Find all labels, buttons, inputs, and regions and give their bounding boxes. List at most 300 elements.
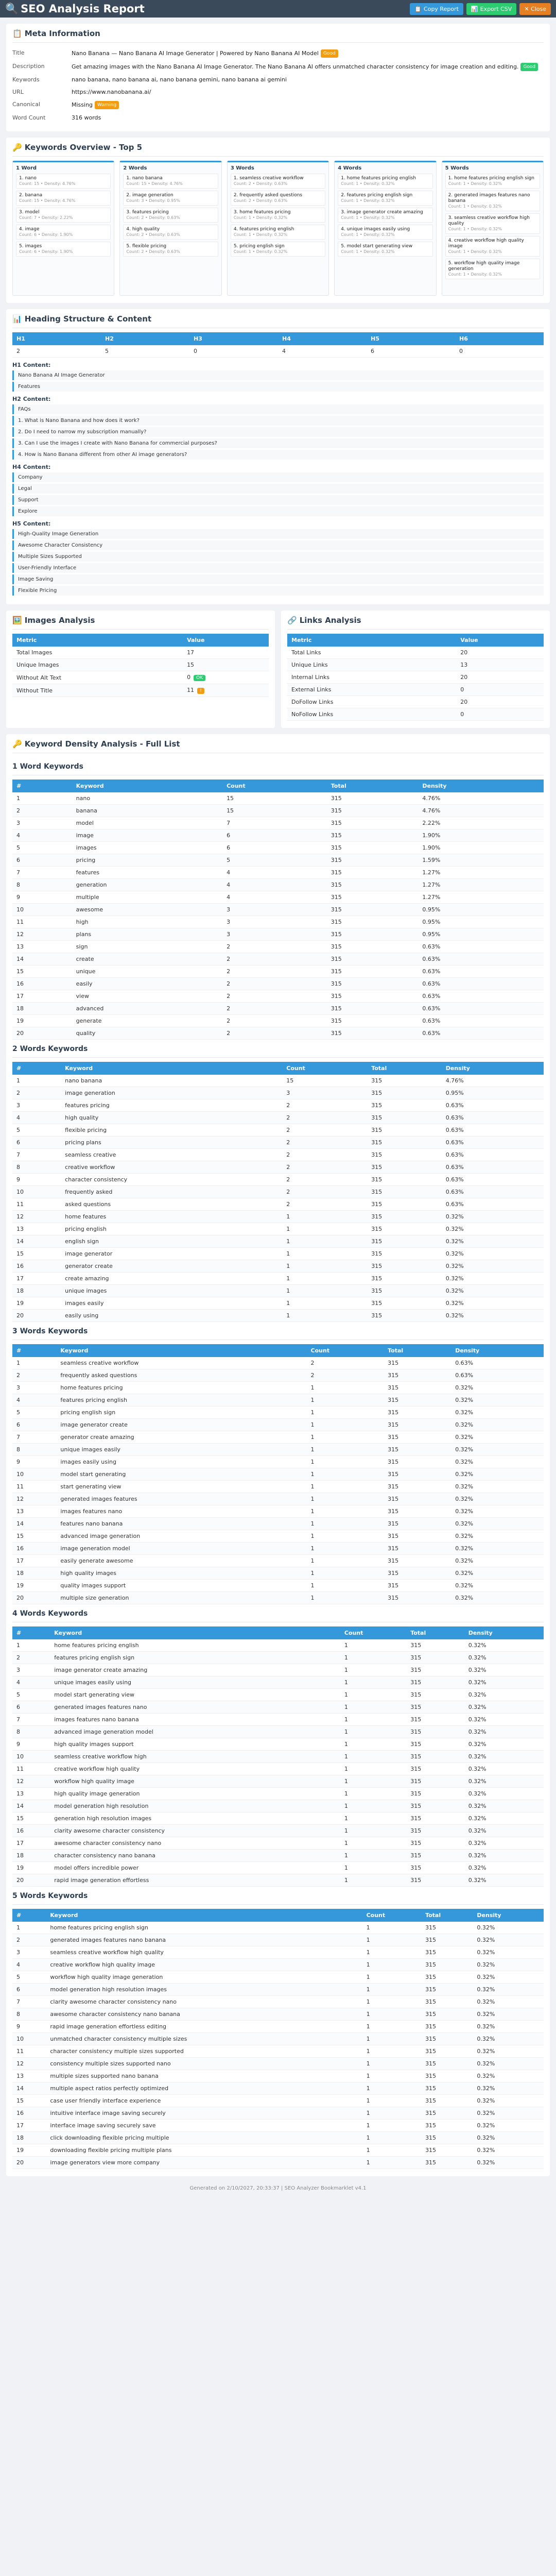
heading-count-table <box>12 332 544 358</box>
keyword-column-heading: 2 Words <box>123 165 147 171</box>
table-cell: 315 <box>327 842 419 854</box>
table-cell: 1 <box>282 1260 367 1273</box>
table-row <box>12 904 544 916</box>
table-cell: 1 <box>307 1518 384 1530</box>
table-row <box>12 1444 544 1456</box>
table-cell: generate <box>72 1015 222 1027</box>
table-cell: view <box>72 990 222 1003</box>
table-row <box>12 2058 544 2070</box>
table-cell: 1 <box>362 2132 421 2144</box>
table-cell: nano <box>72 792 222 805</box>
density-header: Count <box>282 1062 367 1075</box>
table-cell: 315 <box>406 1738 464 1751</box>
table-cell: 0.32% <box>473 1934 544 1946</box>
table-cell: 315 <box>367 1161 442 1174</box>
table-cell: 0.32% <box>464 1837 544 1850</box>
table-cell: 9 <box>12 2021 46 2033</box>
table-cell: 2 <box>282 1186 367 1198</box>
table-cell: 1 <box>340 1775 406 1788</box>
table-cell: 315 <box>384 1444 451 1456</box>
density-table-title: 2 Words Keywords <box>12 1040 544 1058</box>
table-cell: 2 <box>282 1124 367 1137</box>
table-cell: 1 <box>282 1297 367 1310</box>
table-cell: 1 <box>340 1701 406 1714</box>
table-cell: 0.32% <box>473 1971 544 1984</box>
table-cell: 0.32% <box>442 1211 544 1223</box>
table-cell: 20 <box>12 2157 46 2169</box>
table-row <box>12 2045 544 2058</box>
density-header: Count <box>362 1909 421 1922</box>
keyword-stats: Count: 1 • Density: 0.32% <box>341 198 395 203</box>
table-cell: 11 <box>12 2045 46 2058</box>
table-cell: 0.63% <box>418 1015 544 1027</box>
table-cell: seamless creative <box>61 1149 282 1161</box>
metric-row <box>12 647 269 659</box>
table-cell: 2 <box>222 1015 327 1027</box>
table-cell: 3 <box>12 1946 46 1959</box>
metric-value: 15 <box>183 659 269 671</box>
table-cell: 315 <box>384 1518 451 1530</box>
keyword-name: 3. seamless creative workflow high quality <box>448 215 530 226</box>
table-cell: 4 <box>222 879 327 891</box>
table-cell: 1 <box>340 1714 406 1726</box>
table-cell: 1 <box>307 1580 384 1592</box>
table-cell: 2 <box>282 1174 367 1186</box>
keyword-card <box>231 174 325 189</box>
table-cell: 12 <box>12 928 72 941</box>
table-cell: 1.27% <box>418 867 544 879</box>
density-header: Keyword <box>72 779 222 792</box>
table-cell: 0.32% <box>451 1580 544 1592</box>
table-row <box>12 978 544 990</box>
table-cell: 0.32% <box>473 2144 544 2157</box>
table-cell: 0.32% <box>464 1788 544 1800</box>
table-cell: 1 <box>282 1223 367 1235</box>
table-cell: 315 <box>367 1235 442 1248</box>
images-section <box>6 611 275 728</box>
table-cell: 315 <box>327 904 419 916</box>
table-row <box>12 1481 544 1493</box>
table-cell: 315 <box>327 1015 419 1027</box>
table-cell: 0.32% <box>464 1676 544 1689</box>
table-cell: 315 <box>327 941 419 953</box>
table-cell: creative workflow high quality image <box>46 1959 362 1971</box>
heading-level-header: H3 <box>189 332 278 345</box>
keyword-name: 3. image generator create amazing <box>341 210 423 215</box>
table-cell: 0.32% <box>442 1273 544 1285</box>
table-cell: 19 <box>12 1580 56 1592</box>
table-cell: 0.32% <box>451 1505 544 1518</box>
metric-row <box>12 659 269 671</box>
table-cell: 2 <box>282 1149 367 1161</box>
table-cell: 0.32% <box>464 1825 544 1837</box>
keyword-card <box>445 213 540 234</box>
table-row <box>12 1099 544 1112</box>
table-cell: workflow high quality image generation <box>46 1971 362 1984</box>
table-cell: 2 <box>222 990 327 1003</box>
keyword-card <box>16 191 111 206</box>
heading-item: Image Saving <box>12 574 544 584</box>
table-cell: 15 <box>222 805 327 817</box>
table-cell: 0.63% <box>418 953 544 965</box>
table-cell: 20 <box>12 1592 56 1604</box>
table-cell: 1 <box>307 1382 384 1394</box>
table-cell: 0.32% <box>464 1862 544 1874</box>
table-row <box>12 953 544 965</box>
heading-level-count: 0 <box>455 345 544 358</box>
table-row <box>12 1701 544 1714</box>
keyword-stats: Count: 1 • Density: 0.32% <box>448 227 502 231</box>
table-cell: 2 <box>282 1198 367 1211</box>
keyword-name: 1. nano banana <box>126 176 163 181</box>
key-icon: 🔑 <box>12 739 22 749</box>
table-row <box>12 1211 544 1223</box>
heading-group-label: H4 Content: <box>12 464 51 470</box>
table-row <box>12 1419 544 1431</box>
table-cell: image generator create <box>56 1419 306 1431</box>
status-badge: ! <box>197 688 204 694</box>
meta-row <box>12 98 544 112</box>
keyword-card <box>16 242 111 257</box>
table-cell: 11 <box>12 916 72 928</box>
table-cell: 2 <box>222 941 327 953</box>
table-cell: click downloading flexible pricing multiple <box>46 2132 362 2144</box>
table-cell: 315 <box>406 1800 464 1812</box>
table-row <box>12 1555 544 1567</box>
table-cell: 11 <box>12 1481 56 1493</box>
meta-row <box>12 112 544 124</box>
table-cell: 0.32% <box>451 1481 544 1493</box>
table-cell: 1 <box>307 1530 384 1543</box>
heading-level-header: H2 <box>101 332 189 345</box>
table-cell: 0.63% <box>442 1149 544 1161</box>
table-cell: 0.32% <box>464 1701 544 1714</box>
table-cell: 2 <box>222 1003 327 1015</box>
table-cell: 6 <box>12 1137 61 1149</box>
table-cell: 10 <box>12 1186 61 1198</box>
table-cell: 315 <box>367 1198 442 1211</box>
keyword-card <box>231 208 325 223</box>
table-cell: 0.32% <box>464 1850 544 1862</box>
close-button[interactable]: ✕ Close <box>519 3 551 15</box>
table-cell: 1 <box>307 1456 384 1468</box>
table-cell: intuitive interface image saving securely <box>46 2107 362 2120</box>
table-cell: high <box>72 916 222 928</box>
density-table <box>12 1626 544 1887</box>
keyword-column-heading: 5 Words <box>445 165 469 171</box>
heading-level-count: 4 <box>278 345 367 358</box>
table-row <box>12 2033 544 2045</box>
table-row <box>12 2107 544 2120</box>
table-row <box>12 1580 544 1592</box>
metric-row <box>287 684 544 696</box>
table-cell: 4 <box>12 1394 56 1406</box>
keyword-stats: Count: 15 • Density: 4.76% <box>126 181 183 186</box>
table-cell: case user friendly interface experience <box>46 2095 362 2107</box>
table-row <box>12 1248 544 1260</box>
metric-name: Unique Images <box>12 659 183 671</box>
density-header: Keyword <box>50 1626 340 1639</box>
table-row <box>12 1543 544 1555</box>
table-cell: 16 <box>12 1543 56 1555</box>
keyword-name: 4. creative workflow high quality image <box>448 238 524 249</box>
table-cell: 0.32% <box>473 2045 544 2058</box>
table-cell: 315 <box>406 1874 464 1887</box>
table-row <box>12 2021 544 2033</box>
table-cell: 315 <box>421 1934 473 1946</box>
keyword-name: 1. seamless creative workflow <box>233 176 304 181</box>
table-cell: 0.32% <box>464 1751 544 1763</box>
table-cell: 1 <box>362 1959 421 1971</box>
table-row <box>12 1996 544 2008</box>
table-cell: nano banana <box>61 1075 282 1087</box>
table-cell: rapid image generation effortless editing <box>46 2021 362 2033</box>
table-cell: pricing english sign <box>56 1406 306 1419</box>
table-cell: 15 <box>12 2095 46 2107</box>
meta-row <box>12 74 544 86</box>
table-row <box>12 1689 544 1701</box>
keyword-stats: Count: 1 • Density: 0.32% <box>448 272 502 277</box>
table-row <box>12 1946 544 1959</box>
table-cell: 315 <box>406 1714 464 1726</box>
keyword-card <box>231 225 325 240</box>
table-cell: 0.95% <box>442 1087 544 1099</box>
table-cell: 1 <box>307 1481 384 1493</box>
table-cell: 16 <box>12 1825 50 1837</box>
table-cell: 315 <box>421 1959 473 1971</box>
table-cell: 315 <box>367 1087 442 1099</box>
table-cell: 0.32% <box>451 1394 544 1406</box>
table-cell: model <box>72 817 222 829</box>
table-cell: 0.32% <box>473 1922 544 1934</box>
table-cell: 0.63% <box>442 1124 544 1137</box>
heading-item: Explore <box>12 506 544 516</box>
table-cell: pricing <box>72 854 222 867</box>
table-cell: images easily using <box>56 1456 306 1468</box>
table-row <box>12 1788 544 1800</box>
table-row <box>12 928 544 941</box>
table-cell: 315 <box>384 1369 451 1382</box>
meta-value: Missing Warning <box>72 101 544 109</box>
table-cell: 315 <box>421 1922 473 1934</box>
table-cell: generated images features <box>56 1493 306 1505</box>
table-cell: model start generating <box>56 1468 306 1481</box>
table-cell: 1 <box>307 1468 384 1481</box>
table-cell: 10 <box>12 1468 56 1481</box>
table-cell: 0.32% <box>451 1530 544 1543</box>
table-cell: 0.32% <box>451 1518 544 1530</box>
table-cell: 18 <box>12 1003 72 1015</box>
keyword-card <box>445 236 540 257</box>
table-cell: 6 <box>12 1701 50 1714</box>
table-row <box>12 1137 544 1149</box>
table-cell: 1 <box>340 1738 406 1751</box>
table-cell: 1 <box>362 2045 421 2058</box>
keyword-card <box>16 208 111 223</box>
heading-item: Legal <box>12 484 544 494</box>
metric-name: Internal Links <box>287 671 456 684</box>
table-cell: 1 <box>340 1676 406 1689</box>
table-cell: 3 <box>12 1099 61 1112</box>
heading-level-count: 6 <box>367 345 455 358</box>
heading-item: Features <box>12 382 544 392</box>
table-cell: 315 <box>327 867 419 879</box>
metric-row <box>287 659 544 671</box>
links-section-title: 🔗 Links Analysis <box>287 616 544 630</box>
table-row <box>12 1592 544 1604</box>
table-cell: 315 <box>421 1996 473 2008</box>
table-cell: 5 <box>12 1689 50 1701</box>
table-cell: 0.32% <box>464 1775 544 1788</box>
table-cell: 315 <box>327 854 419 867</box>
table-cell: image generators view more company <box>46 2157 362 2169</box>
table-cell: 7 <box>12 1996 46 2008</box>
density-table-title: 1 Word Keywords <box>12 757 544 775</box>
table-cell: 0.32% <box>473 2070 544 2082</box>
table-cell: 1 <box>340 1850 406 1862</box>
metric-value: 0 <box>456 708 544 721</box>
table-cell: 1 <box>12 1922 46 1934</box>
table-cell: clarity awesome character consistency <box>50 1825 340 1837</box>
table-cell: character consistency multiple sizes supported <box>46 2045 362 2058</box>
table-cell: 315 <box>421 1984 473 1996</box>
density-header: # <box>12 779 72 792</box>
table-cell: 1 <box>340 1874 406 1887</box>
table-row <box>12 1934 544 1946</box>
metric-name: NoFollow Links <box>287 708 456 721</box>
keyword-stats: Count: 15 • Density: 4.76% <box>19 198 76 203</box>
table-row <box>12 1812 544 1825</box>
table-cell: high quality images <box>56 1567 306 1580</box>
table-cell: 0.63% <box>418 990 544 1003</box>
table-cell: 0.32% <box>464 1652 544 1664</box>
table-row <box>12 916 544 928</box>
export-csv-button[interactable]: 📊 Export CSV <box>466 3 516 15</box>
table-row <box>12 1406 544 1419</box>
density-header: # <box>12 1909 46 1922</box>
table-row <box>12 1112 544 1124</box>
table-cell: 315 <box>421 1971 473 1984</box>
chart-icon: 📊 <box>471 5 478 12</box>
value-header: Value <box>183 634 269 647</box>
link-icon: 🔗 <box>287 616 297 625</box>
heading-item: High-Quality Image Generation <box>12 529 544 539</box>
table-cell: 2 <box>222 953 327 965</box>
table-cell: 0.63% <box>451 1369 544 1382</box>
table-cell: 0.63% <box>418 1027 544 1040</box>
keyword-stats: Count: 1 • Density: 0.32% <box>341 232 395 237</box>
table-cell: 1 <box>340 1788 406 1800</box>
table-row <box>12 1285 544 1297</box>
keyword-stats: Count: 1 • Density: 0.32% <box>233 249 288 254</box>
keyword-name: 1. home features pricing english sign <box>448 176 534 181</box>
table-cell: 0.32% <box>473 2021 544 2033</box>
table-row <box>12 1837 544 1850</box>
metric-row <box>12 684 269 697</box>
keyword-stats: Count: 1 • Density: 0.32% <box>233 215 288 220</box>
table-cell: 6 <box>12 854 72 867</box>
table-row <box>12 854 544 867</box>
table-cell: 1 <box>307 1567 384 1580</box>
table-row <box>12 2120 544 2132</box>
table-cell: unique images <box>61 1285 282 1297</box>
keyword-card <box>445 259 540 279</box>
table-cell: 15 <box>12 1530 56 1543</box>
table-cell: 315 <box>406 1664 464 1676</box>
table-row <box>12 1369 544 1382</box>
metric-value: 17 <box>183 647 269 659</box>
table-cell: 15 <box>12 1248 61 1260</box>
table-cell: 17 <box>12 990 72 1003</box>
keyword-column-heading: 4 Words <box>338 165 362 171</box>
clipboard-icon: 📋 <box>414 5 422 12</box>
table-cell: 1 <box>307 1592 384 1604</box>
keyword-card <box>445 191 540 211</box>
keyword-card <box>338 208 432 223</box>
table-cell: 315 <box>406 1676 464 1689</box>
table-cell: workflow high quality image <box>50 1775 340 1788</box>
table-cell: 0.32% <box>442 1223 544 1235</box>
table-cell: 0.32% <box>464 1726 544 1738</box>
table-cell: 315 <box>384 1357 451 1369</box>
table-cell: consistency multiple sizes supported nano <box>46 2058 362 2070</box>
table-cell: unmatched character consistency multiple sizes <box>46 2033 362 2045</box>
table-cell: features nano banana <box>56 1518 306 1530</box>
table-cell: 1 <box>307 1394 384 1406</box>
table-cell: advanced image generation <box>56 1530 306 1543</box>
table-cell: high quality images support <box>50 1738 340 1751</box>
table-cell: 315 <box>367 1310 442 1322</box>
keyword-card <box>338 242 432 257</box>
images-table <box>12 634 269 697</box>
table-cell: 1 <box>307 1493 384 1505</box>
table-cell: 10 <box>12 1751 50 1763</box>
heading-item: Flexible Pricing <box>12 586 544 596</box>
meta-value: https://www.nanobanana.ai/ <box>72 89 151 95</box>
keyword-card <box>123 242 218 257</box>
table-cell: 0.32% <box>464 1812 544 1825</box>
keyword-column <box>12 161 114 296</box>
table-cell: 315 <box>421 1946 473 1959</box>
table-cell: 315 <box>421 2045 473 2058</box>
table-cell: 2 <box>222 1027 327 1040</box>
copy-report-button[interactable]: 📋 Copy Report <box>410 3 463 15</box>
table-row <box>12 1959 544 1971</box>
table-cell: 8 <box>12 879 72 891</box>
table-cell: 16 <box>12 1260 61 1273</box>
table-cell: 1.27% <box>418 879 544 891</box>
table-cell: 0.32% <box>464 1800 544 1812</box>
table-cell: 315 <box>327 990 419 1003</box>
table-cell: 0.32% <box>473 1984 544 1996</box>
heading-item: Support <box>12 495 544 505</box>
heading-level-count: 2 <box>12 345 101 358</box>
table-row <box>12 990 544 1003</box>
table-cell: advanced <box>72 1003 222 1015</box>
top-bar <box>0 0 556 18</box>
table-cell: 2 <box>282 1099 367 1112</box>
density-header: Count <box>222 779 327 792</box>
keyword-stats: Count: 1 • Density: 0.32% <box>341 215 395 220</box>
table-cell: 13 <box>12 1505 56 1518</box>
heading-item: 2. Do I need to narrow my subscription manually? <box>12 427 544 437</box>
table-cell: 1 <box>340 1689 406 1701</box>
table-row <box>12 1493 544 1505</box>
table-cell: 315 <box>384 1481 451 1493</box>
table-cell: 0.32% <box>464 1763 544 1775</box>
table-cell: 20 <box>12 1310 61 1322</box>
table-cell: 1 <box>362 1996 421 2008</box>
